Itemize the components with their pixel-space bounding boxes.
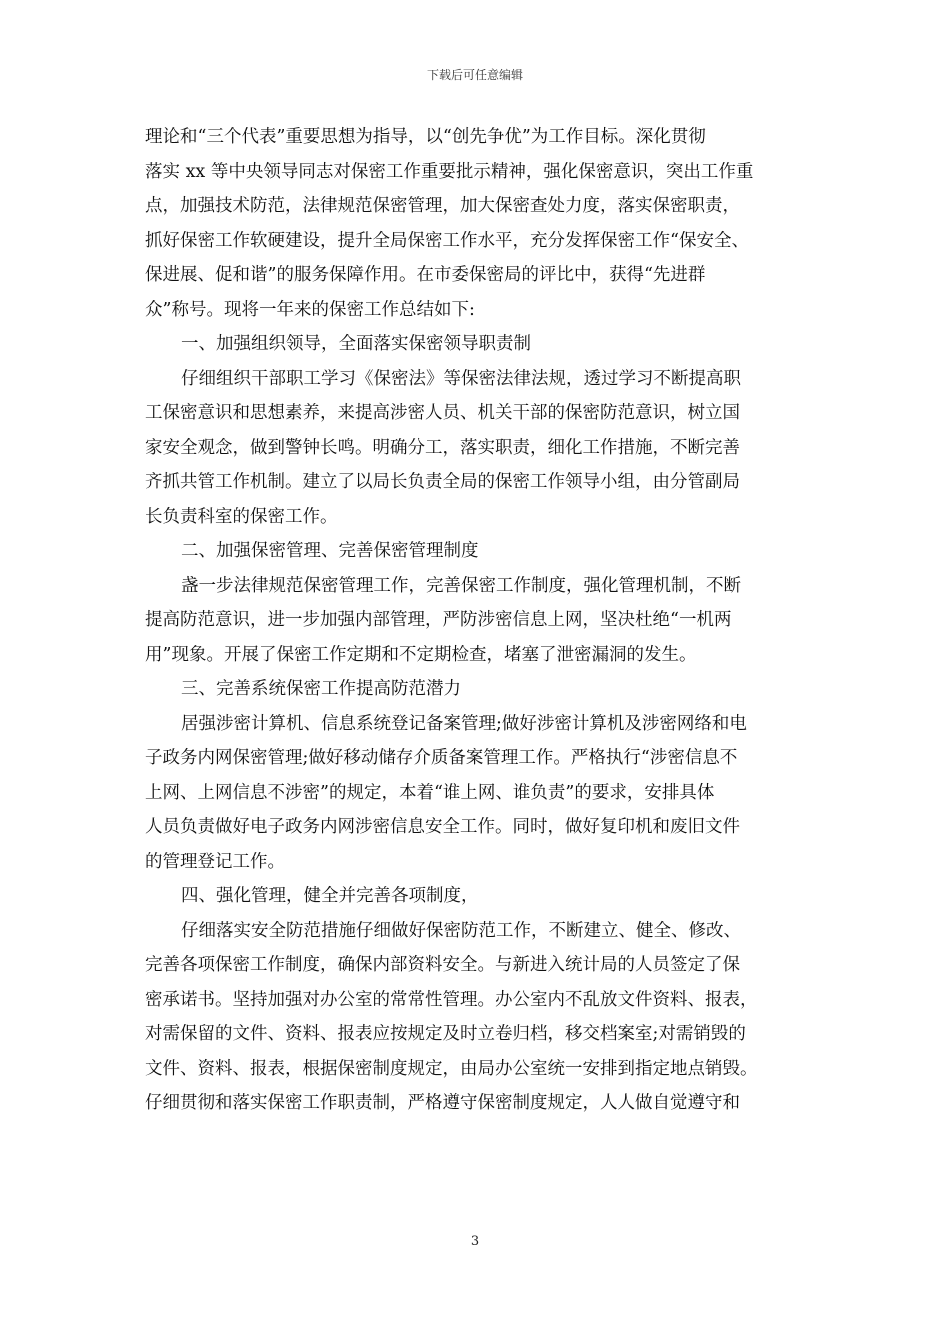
page-header: 下载后可任意编辑 <box>426 68 523 82</box>
text-line: 仔细贯彻和落实保密工作职责制，严格遵守保密制度规定，人人做自觉遵守和 <box>145 1093 740 1113</box>
text-line: 二、加强保密管理、完善保密管理制度 <box>181 541 479 561</box>
text-line: 三、完善系统保密工作提高防范潜力 <box>181 679 461 699</box>
text-line: 一、加强组织领导，全面落实保密领导职责制 <box>181 334 531 354</box>
text-line: 工保密意识和思想素养，来提高涉密人员、机关干部的保密防范意识，树立国 <box>145 403 740 423</box>
text-line: 理论和“三个代表”重要思想为指导，以“创先争优”为工作目标。深化贯彻 <box>145 127 706 147</box>
text-line: 众”称号。现将一年来的保密工作总结如下: <box>145 299 475 320</box>
text-line: 家安全观念，做到警钟长鸣。明确分工，落实职责，细化工作措施，不断完善 <box>145 437 740 458</box>
text-line: 子政务内网保密管理;做好移动储存介质备案管理工作。严格执行“涉密信息不 <box>145 748 738 768</box>
text-line: 上网、上网信息不涉密”的规定，本着“谁上网、谁负责”的要求，安排具体 <box>145 782 715 803</box>
text-line: 齐抓共管工作机制。建立了以局长负责全局的保密工作领导小组，由分管副局 <box>145 472 740 492</box>
text-line: 居强涉密计算机、信息系统登记备案管理;做好涉密计算机及涉密网络和电 <box>181 713 747 734</box>
text-line: 密承诺书。坚持加强对办公室的常常性管理。办公室内不乱放文件资料、报表， <box>145 989 758 1010</box>
text-line: 仔细组织干部职工学习《保密法》等保密法律法规，透过学习不断提高职 <box>181 368 741 389</box>
document-body <box>145 120 810 1121</box>
text-line: 文件、资料、报表，根据保密制度规定，由局办公室统一安排到指定地点销毁。 <box>145 1058 758 1079</box>
text-line: 长负责科室的保密工作。 <box>145 506 338 527</box>
text-line: 落实 xx 等中央领导同志对保密工作重要批示精神，强化保密意识，突出工作重 <box>145 161 754 182</box>
page-number: 3 <box>470 1234 480 1249</box>
text-line: 盏一步法律规范保密管理工作，完善保密工作制度，强化管理机制，不断 <box>181 575 741 596</box>
text-line: 点，加强技术防范，法律规范保密管理，加大保密查处力度，落实保密职责， <box>145 196 740 216</box>
text-line: 对需保留的文件、资料、报表应按规定及时立卷归档，移交档案室;对需销毁的 <box>145 1024 746 1044</box>
text-line: 保进展、促和谐”的服务保障作用。在市委保密局的评比中，获得“先进群 <box>145 265 706 285</box>
text-line: 人员负责做好电子政务内网涉密信息安全工作。同时，做好复印机和废旧文件 <box>145 817 740 837</box>
text-line: 提高防范意识，进一步加强内部管理，严防涉密信息上网，坚决杜绝“一机两 <box>145 610 732 630</box>
text-line: 仔细落实安全防范措施仔细做好保密防范工作，不断建立、健全、修改、 <box>181 920 741 941</box>
text-line: 用”现象。开展了保密工作定期和不定期检查，堵塞了泄密漏洞的发生。 <box>145 644 697 665</box>
text-line: 的管理登记工作。 <box>145 851 285 872</box>
text-line: 完善各项保密工作制度，确保内部资料安全。与新进入统计局的人员签定了保 <box>145 955 740 975</box>
text-line: 四、强化管理，健全并完善各项制度， <box>181 886 479 906</box>
text-line: 抓好保密工作软硬建设，提升全局保密工作水平，充分发挥保密工作“保安全、 <box>145 230 749 251</box>
